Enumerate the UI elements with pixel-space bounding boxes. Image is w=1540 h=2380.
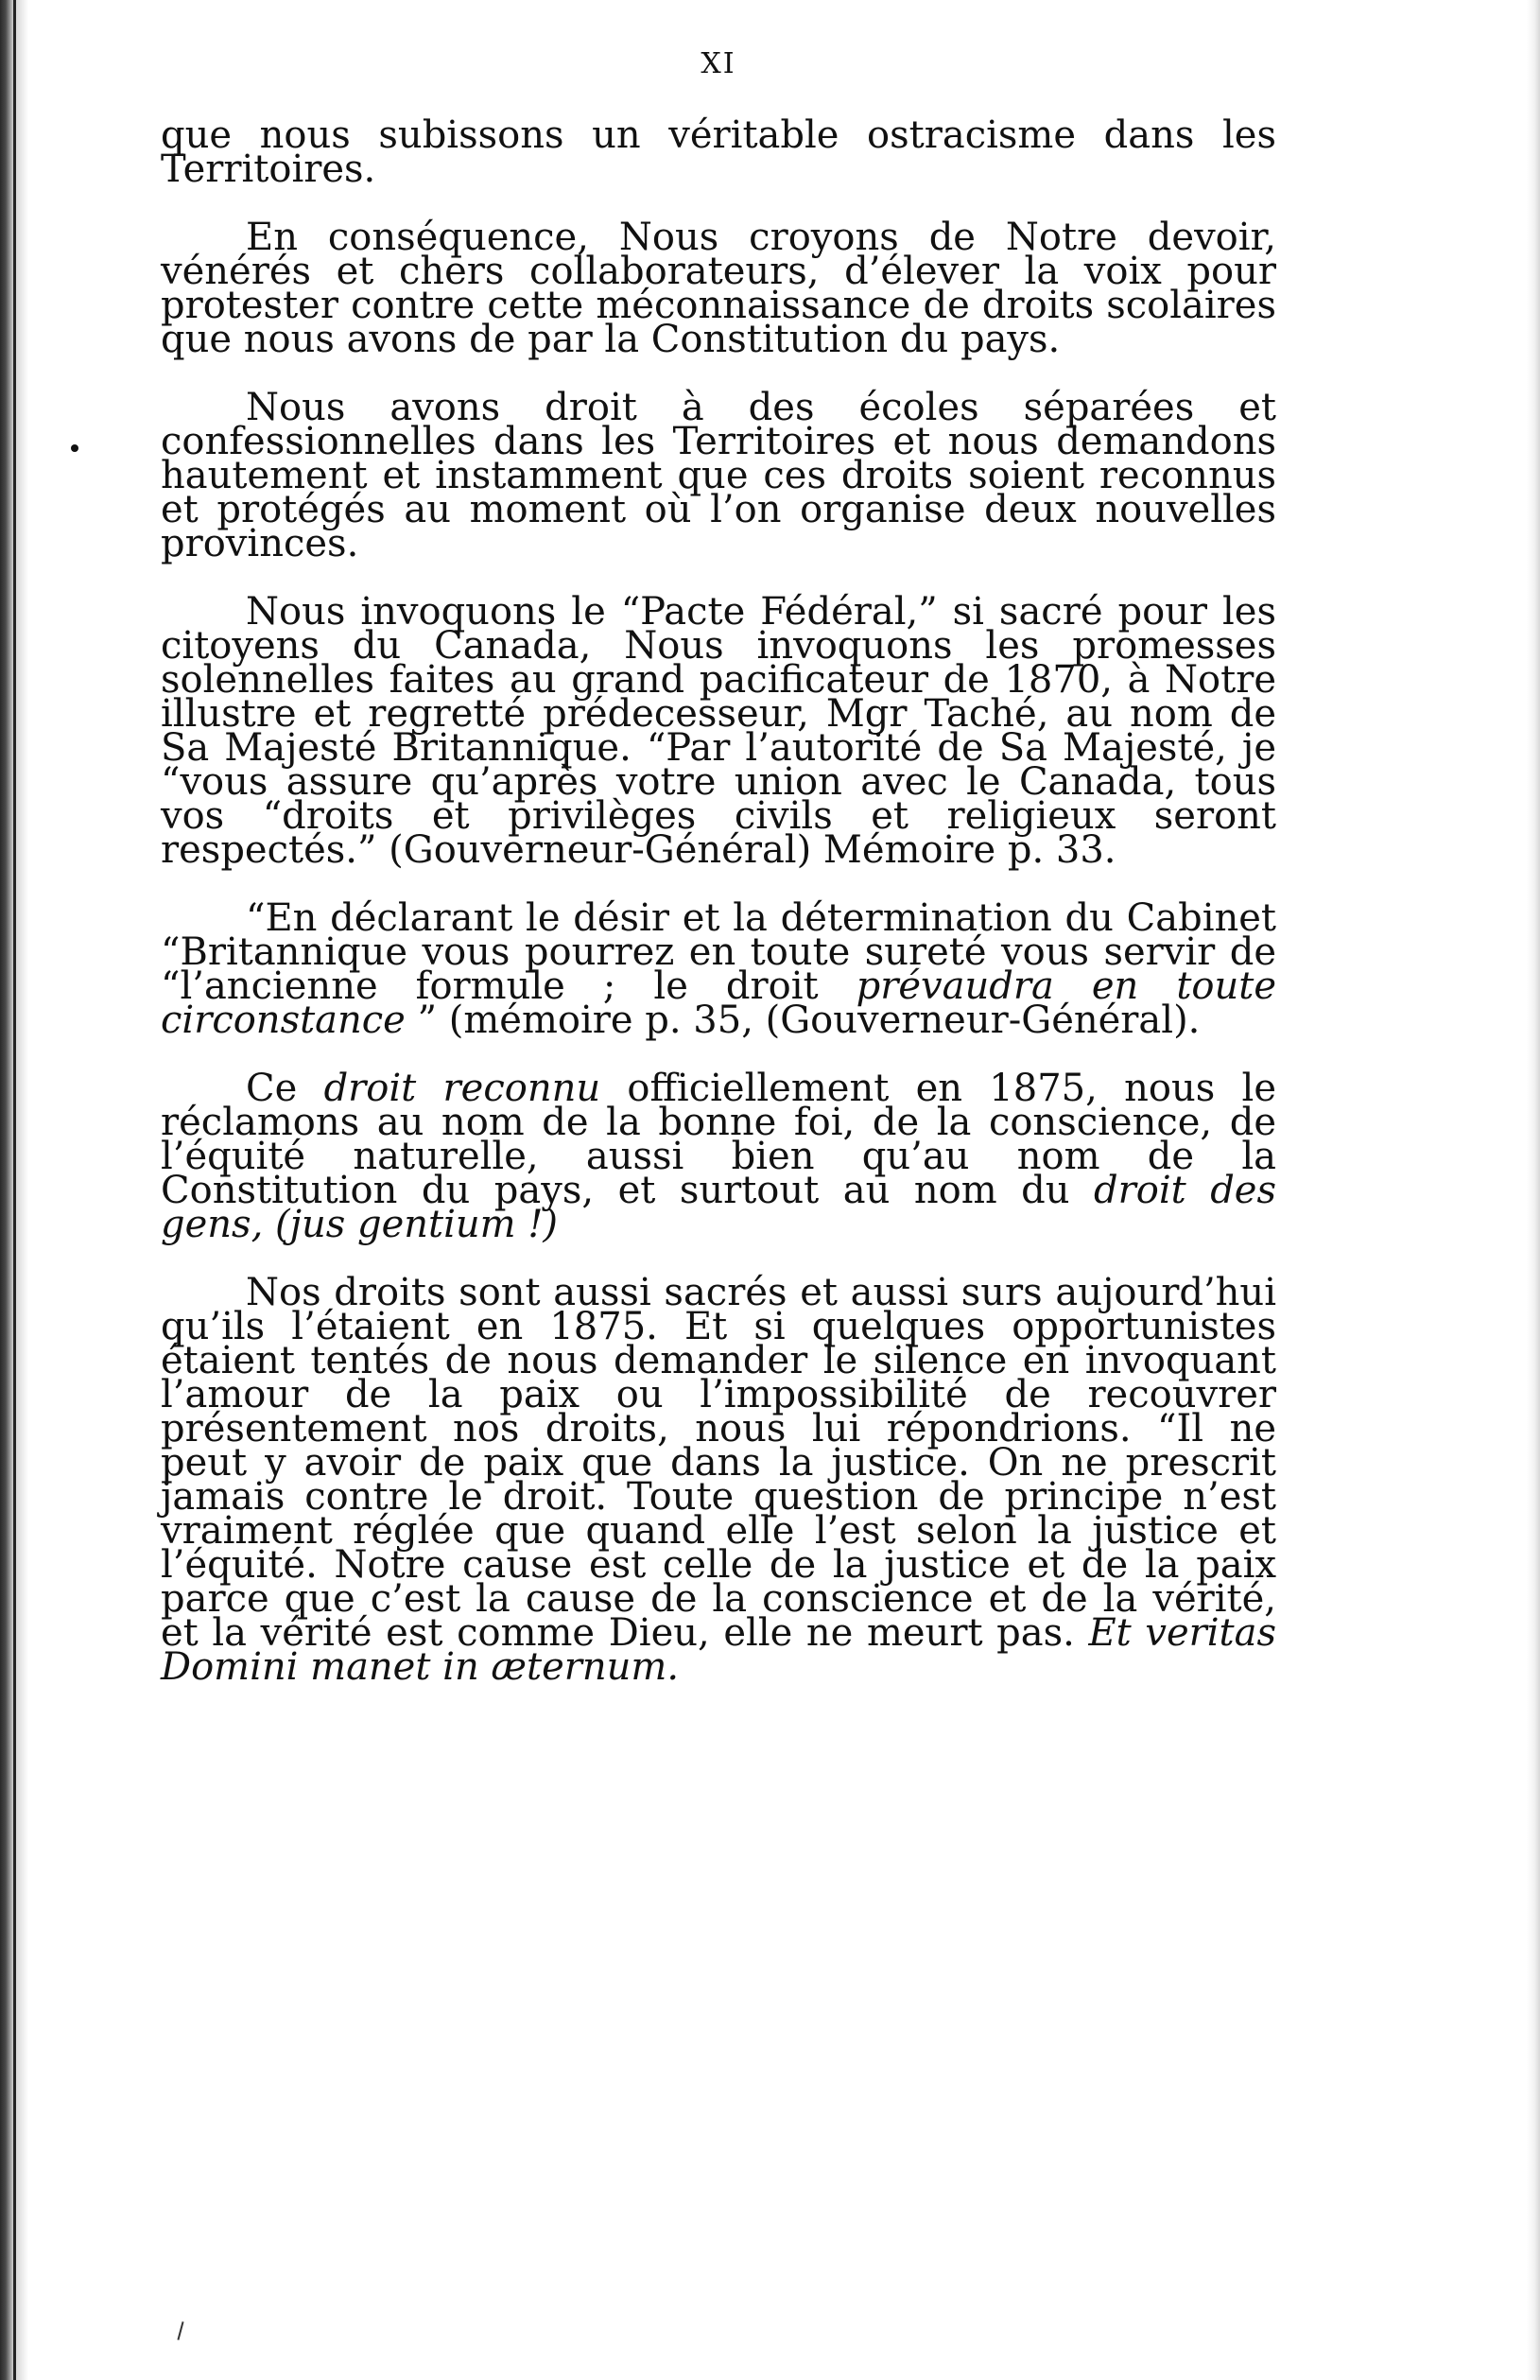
paragraph-continuation	[161, 113, 1276, 191]
page-right-edge	[1527, 0, 1540, 2380]
italic-text: Et veritas Domini manet in æternum.	[161, 1611, 1276, 1689]
text-segment: Nous avons droit à des écoles séparées et confessionnelles dans les Territoires et nous demandons hautement et instamment que ces droits soient reconnus et protégés au moment où l’on organise deux nouvelles provinces.	[161, 386, 1276, 565]
page-binding-edge	[13, 0, 16, 2380]
paragraph-protest	[161, 216, 1276, 361]
text-segment: “En déclarant le désir et la détermination du Cabinet “Britannique vous pourrez en toute sureté vous servir de “l’ancienne formule ; le droit	[161, 896, 1276, 1008]
text-segment: Nos droits sont aussi sacrés et aussi surs aujourd’hui qu’ils l’étaient en 1875. Et si quelques opportunistes étaient tentés de nous demander le silence en invoquant l’amour de la paix ou l’impossibilité de recouvrer présentement nos droits, nous lui répondrions. “Il ne peut y avoir de paix que dans la justice. On ne prescrit jamais contre le droit. Toute question de principe n’est vraiment réglée que quand elle l’est selon la justice et l’équité. Notre cause est celle de la justice et de la paix parce que c’est la cause de la conscience et de la vérité, et la vérité est comme Dieu, elle ne meurt pas.	[161, 1271, 1276, 1655]
paragraph-right-recognized	[161, 1067, 1277, 1246]
italic-text: droit reconnu	[323, 1067, 601, 1110]
document-page	[161, 47, 1276, 1718]
italic-text: prévaudra en toute circonstance	[161, 964, 1276, 1042]
paragraph-separate-schools	[161, 386, 1276, 565]
page-number: XI	[701, 47, 736, 80]
paragraph-federal-pact	[161, 590, 1276, 872]
paragraph-cabinet-quote	[161, 896, 1276, 1042]
text-segment: ” (mémoire p. 35, (Gouverneur-Général).	[405, 999, 1201, 1042]
text-segment: officiellement en 1875, nous le réclamons au nom de la bonne foi, de la conscience, de l’équité naturelle, aussi bien qu’au nom de la Constitution du pays, et surtout au nom du	[161, 1067, 1276, 1212]
text-segment: Nous invoquons le “Pacte Fédéral,” si sacré pour les citoyens du Canada, Nous invoquons les promesses solennelles faites au grand pacificateur de 1870, à Notre illustre et regretté prédecesseur, Mgr Taché, au nom de Sa Majesté Britannique. “Par l’autorité de Sa Majesté, je “vous assure qu’après votre union avec le Canada, tous vos “droits et privilèges civils et religieux seront respectés.” (Gouverneur-Général) Mémoire p. 33.	[161, 590, 1276, 872]
margin-dot	[71, 444, 78, 452]
text-segment: Ce	[246, 1067, 324, 1110]
italic-text: droit des gens, (jus gentium !)	[161, 1169, 1277, 1246]
text-segment: En conséquence, Nous croyons de Notre devoir, vénérés et chers collaborateurs, d’élever la voix pour protester contre cette méconnaissance de droits scolaires que nous avons de par la Constitution du pays.	[161, 216, 1276, 361]
paragraph-sacred-rights	[161, 1271, 1276, 1689]
text-segment: que nous subissons un véritable ostracisme dans les Territoires.	[161, 113, 1276, 191]
stray-mark	[177, 2321, 183, 2340]
